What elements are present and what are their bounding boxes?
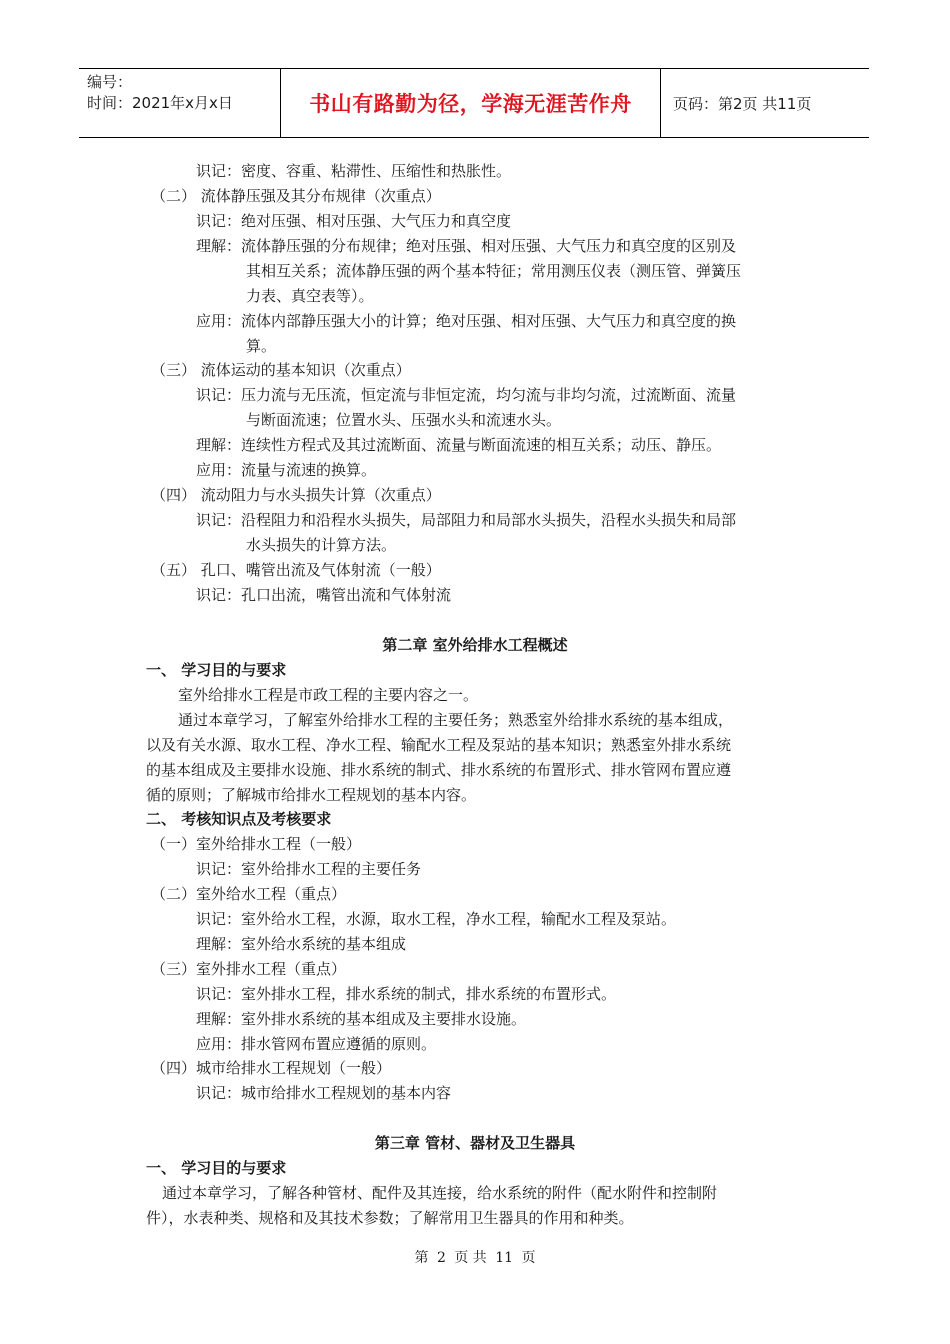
body-line: 通过本章学习，了解室外给排水工程的主要任务；熟悉室外给排水系统的基本组成， — [178, 711, 734, 729]
body-line: 以及有关水源、取水工程、净水工程、输配水工程及泵站的基本知识；熟悉室外排水系统 — [146, 736, 732, 754]
header-page-info: 页码：第2页 共11页 — [673, 94, 812, 113]
section-heading: 一、 学习目的与要求 — [146, 661, 287, 679]
header-meta — [79, 69, 281, 137]
body-line: 识记：室外给水工程，水源，取水工程，净水工程，输配水工程及泵站。 — [196, 910, 677, 928]
footer-total-pages: 11 — [495, 1250, 514, 1266]
body-line: 识记：绝对压强、相对压强、大气压力和真空度 — [196, 212, 512, 230]
section-heading: 一、 学习目的与要求 — [146, 1159, 287, 1177]
body-line: 应用：流量与流速的换算。 — [196, 461, 377, 479]
body-line: 识记：室外排水工程，排水系统的制式，排水系统的布置形式。 — [196, 985, 617, 1003]
body-line: 理解：室外给水系统的基本组成 — [196, 935, 407, 953]
subsection-heading: （二）室外给水工程（重点） — [151, 885, 347, 903]
body-line: 识记：孔口出流，嘴管出流和气体射流 — [196, 586, 452, 604]
body-line: 应用：流体内部静压强大小的计算；绝对压强、相对压强、大气压力和真空度的换 — [196, 312, 737, 330]
body-line: 通过本章学习，了解各种管材、配件及其连接，给水系统的附件（配水附件和控制附 — [162, 1184, 718, 1202]
footer-suffix: 页 — [521, 1250, 536, 1266]
section-heading: （二） 流体静压强及其分布规律（次重点） — [151, 187, 441, 205]
section-heading: 二、 考核知识点及考核要求 — [146, 810, 332, 828]
body-line: 识记：密度、容重、粘滞性、压缩性和热胀性。 — [196, 162, 512, 180]
header-motto: 书山有路勤为径，学海无涯苦作舟 — [281, 69, 661, 137]
body-line: 识记：沿程阻力和沿程水头损失，局部阻力和局部水头损失，沿程水头损失和局部 — [196, 511, 737, 529]
footer-current-page: 2 — [436, 1250, 446, 1266]
body-line: 理解：连续性方程式及其过流断面、流量与断面流速的相互关系；动压、静压。 — [196, 436, 722, 454]
body-line: 理解：室外排水系统的基本组成及主要排水设施。 — [196, 1010, 527, 1028]
subsection-heading: （一）室外给排水工程（一般） — [151, 835, 362, 853]
body-line: 件），水表种类、规格和及其技术参数；了解常用卫生器具的作用和种类。 — [146, 1209, 634, 1227]
section-heading: （四） 流动阻力与水头损失计算（次重点） — [151, 486, 441, 504]
footer-prefix: 第 — [414, 1250, 429, 1266]
page-footer — [0, 1247, 950, 1267]
subsection-heading: （三）室外排水工程（重点） — [151, 960, 347, 978]
chapter-title: 第二章 室外给排水工程概述 — [382, 636, 568, 654]
body-line: 室外给排水工程是市政工程的主要内容之一。 — [178, 686, 479, 704]
subsection-heading: （四）城市给排水工程规划（一般） — [151, 1059, 392, 1077]
body-line: 识记：压力流与无压流，恒定流与非恒定流，均匀流与非均匀流，过流断面、流量 — [196, 386, 737, 404]
doc-number-label: 编号： — [87, 73, 133, 91]
doc-date: 时间：2021年x月x日 — [87, 94, 233, 112]
body-line: 的基本组成及主要排水设施、排水系统的制式、排水系统的布置形式、排水管网布置应遵 — [146, 761, 732, 779]
body-line: 算。 — [246, 337, 277, 355]
body-line: 力表、真空表等）。 — [246, 287, 374, 305]
section-heading: （三） 流体运动的基本知识（次重点） — [151, 361, 411, 379]
footer-mid: 页 共 — [454, 1250, 487, 1266]
body-line: 其相互关系；流体静压强的两个基本特征；常用测压仪表（测压管、弹簧压 — [246, 262, 742, 280]
body-line: 应用：排水管网布置应遵循的原则。 — [196, 1035, 437, 1053]
body-line: 水头损失的计算方法。 — [246, 536, 397, 554]
body-line: 理解：流体静压强的分布规律；绝对压强、相对压强、大气压力和真空度的区别及 — [196, 237, 737, 255]
chapter-title: 第三章 管材、器材及卫生器具 — [374, 1134, 576, 1152]
body-line: 识记：室外给排水工程的主要任务 — [196, 860, 422, 878]
body-line: 循的原则；了解城市给排水工程规划的基本内容。 — [146, 786, 477, 804]
document-header — [79, 68, 869, 138]
body-line: 与断面流速；位置水头、压强水头和流速水头。 — [246, 411, 562, 429]
section-heading: （五） 孔口、嘴管出流及气体射流（一般） — [151, 561, 441, 579]
body-line: 识记：城市给排水工程规划的基本内容 — [196, 1084, 452, 1102]
